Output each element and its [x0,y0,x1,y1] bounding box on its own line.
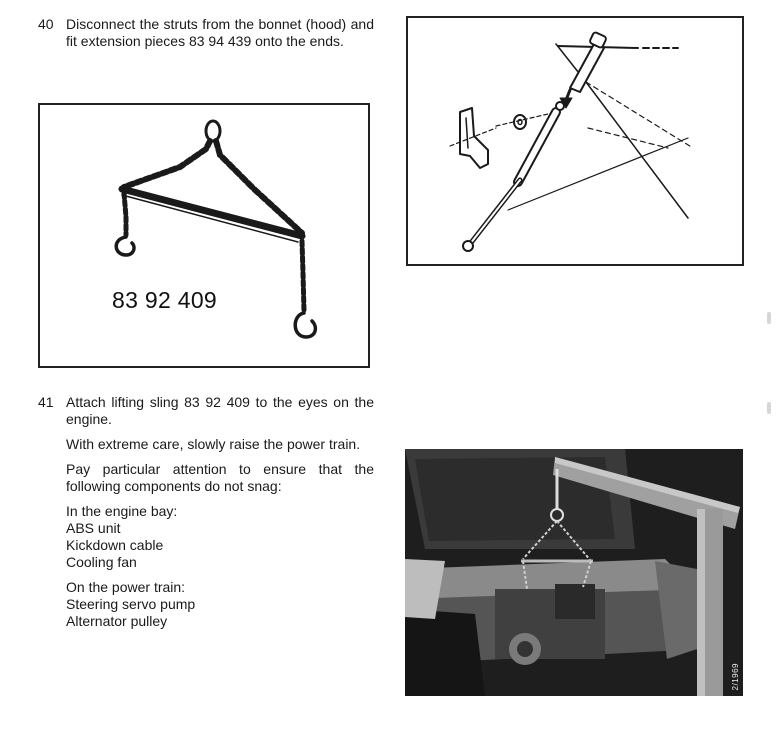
step-number: 41 [38,394,54,410]
list-item: Cooling fan [66,554,137,570]
scan-artifact [767,402,771,414]
list-item: Alternator pulley [66,613,168,629]
step-text: Attach lifting sling 83 92 409 to the eyes on the engine. [66,394,374,427]
list-item: ABS unit [66,520,121,536]
engine-hoist-image [405,449,743,696]
list-heading: In the engine bay: [66,503,178,519]
photo-reference-code: 2/1969 [731,662,740,690]
engine-bay-list [66,503,374,571]
power-train-list [66,579,374,630]
step-40 [38,16,374,50]
list-item: Steering servo pump [66,596,196,612]
list-item: Kickdown cable [66,537,164,553]
strut-extension-figure [406,16,744,266]
step-41 [38,394,374,630]
step-number: 40 [38,16,54,32]
lifting-sling-figure [38,103,370,368]
lifting-sling-drawing [40,105,368,366]
list-heading: On the power train: [66,579,186,595]
strut-extension-drawing [408,18,742,264]
sling-part-number: 83 92 409 [112,287,218,313]
instruction-paragraph: With extreme care, slowly raise the power train. [66,436,361,452]
step-text: Disconnect the struts from the bonnet (hood) and fit extension pieces 83 94 439 onto the ends. [66,16,374,49]
instruction-paragraph: Pay particular attention to ensure that the following components do not snag: [66,461,374,494]
scan-artifact [767,312,771,324]
engine-hoist-photo [405,449,743,696]
